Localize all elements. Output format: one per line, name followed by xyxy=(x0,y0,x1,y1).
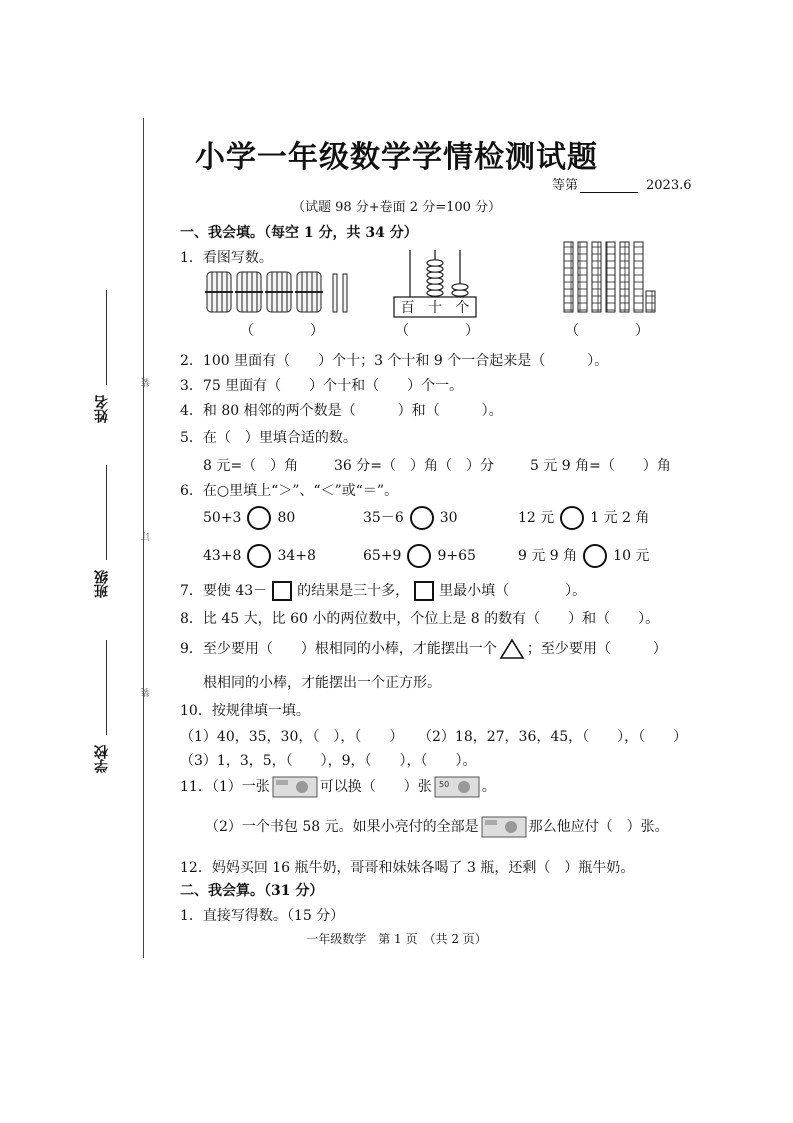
compare-left: 9 元 9 角 xyxy=(518,548,578,564)
ten-rod-icon xyxy=(606,242,615,312)
question-7 xyxy=(180,580,586,601)
q5-item: 36 分=（ ）角（ ）分 xyxy=(334,458,494,474)
abacus-label-tens: 十 xyxy=(427,300,442,316)
q11-text: 。 xyxy=(481,779,496,795)
q9-text: ；至少要用（ ） xyxy=(526,641,667,657)
compare-item xyxy=(363,544,476,568)
question-3: 3．75 里面有（ ）个十和（ ）个一。 xyxy=(180,378,464,394)
q5-item: 5 元 9 角=（ ）角 xyxy=(530,458,671,474)
unit-cubes-icon xyxy=(646,291,655,312)
single-stick-icon xyxy=(333,274,337,312)
ten-rod-icon xyxy=(578,242,587,312)
abacus-place-labels xyxy=(394,297,476,317)
compare-circle[interactable] xyxy=(410,506,434,530)
grade-blank[interactable] xyxy=(580,179,638,193)
answer-box[interactable] xyxy=(272,581,292,601)
compare-right: 34+8 xyxy=(277,548,316,564)
banknote-50-icon xyxy=(434,776,480,798)
stick-bundle-icon xyxy=(295,272,323,312)
question-1: 1．看图写数。 xyxy=(180,250,273,266)
stick-bundle-icon xyxy=(205,272,233,312)
answer-bracket[interactable]: （ ） xyxy=(395,323,479,339)
class-label: 班级 xyxy=(94,570,110,598)
question-11-part-2 xyxy=(205,816,669,838)
question-5: 5．在（ ）里填合适的数。 xyxy=(180,430,357,446)
q11-text: （2）一个书包 58 元。如果小亮付的全部是 xyxy=(205,819,479,835)
question-11-part-1 xyxy=(180,776,496,798)
compare-right: 10 元 xyxy=(613,548,650,564)
compare-left: 43+8 xyxy=(203,548,242,564)
page-footer: 一年级数学 第 1 页 （共 2 页） xyxy=(306,932,487,946)
abacus-label-ones: 个 xyxy=(455,300,470,316)
abacus-bead-icon xyxy=(427,260,443,266)
q7-text: 里最小填（ ）。 xyxy=(439,583,587,599)
q10-sequence-1: （1）40，35，30，（ ），（ ） xyxy=(180,729,404,745)
q11-text: 那么他应付（ ）张。 xyxy=(528,819,669,835)
binding-mark: 装 xyxy=(142,378,152,387)
section-1-title: 一、我会填。（每空 1 分，共 34 分） xyxy=(180,225,418,241)
exam-date: 2023.6 xyxy=(646,178,692,193)
question-9-continued: 根相同的小棒，才能摆出一个正方形。 xyxy=(203,675,441,691)
answer-bracket[interactable]: （ ） xyxy=(565,323,649,339)
q5-item: 8 元=（ ）角 xyxy=(203,458,299,474)
ten-rod-icon xyxy=(620,242,629,312)
banknote-10-icon xyxy=(481,816,527,838)
ten-rod-icon xyxy=(564,242,573,312)
compare-right: 9+65 xyxy=(437,548,476,564)
compare-circle[interactable] xyxy=(247,544,271,568)
q9-text: 9．至少要用（ ）根相同的小棒，才能摆出一个 xyxy=(180,641,497,657)
compare-right: 30 xyxy=(439,510,458,526)
school-label: 学校 xyxy=(94,745,110,773)
q11-text: 11．（1）一张 xyxy=(180,779,270,795)
abacus-bead-icon xyxy=(452,284,468,290)
q7-text: 7．要使 43－ xyxy=(180,583,268,599)
question-12: 12．妈妈买回 16 瓶牛奶，哥哥和妹妹各喝了 3 瓶，还剩（ ）瓶牛奶。 xyxy=(180,860,635,876)
school-blank[interactable] xyxy=(106,640,107,735)
compare-left: 50+3 xyxy=(203,510,242,526)
question-8: 8．比 45 大，比 60 小的两位数中，个位上是 8 的数有（ ）和（ ）。 xyxy=(180,611,660,627)
answer-box[interactable] xyxy=(414,581,434,601)
banknote-value: 50 xyxy=(438,780,449,789)
ten-rod-icon xyxy=(634,242,643,312)
compare-item xyxy=(518,544,649,568)
question-2: 2．100 里面有（ ）个十；3 个十和 9 个一合起来是（ ）。 xyxy=(180,353,609,369)
binding-mark: 装 xyxy=(142,688,152,697)
q11-text: 可以换（ ）张 xyxy=(319,779,432,795)
question-10: 10．按规律填一填。 xyxy=(180,703,310,719)
q10-sequence-2: （2）18，27，36，45，（ ），（ ） xyxy=(418,729,688,745)
compare-circle[interactable] xyxy=(560,506,584,530)
binding-mark: 订 xyxy=(142,532,152,541)
ten-rod-icon xyxy=(592,242,601,312)
question-6: 6．在○里填上“＞”、“＜”或“＝”。 xyxy=(180,483,399,499)
stick-bundles-figure xyxy=(205,270,365,315)
grade-field xyxy=(552,174,692,193)
section-2-question-1: 1．直接写得数。（15 分） xyxy=(180,908,345,924)
single-stick-icon xyxy=(343,274,347,312)
compare-item xyxy=(363,506,458,530)
abacus-label-hundreds: 百 xyxy=(400,300,415,316)
compare-right: 1 元 2 角 xyxy=(590,510,650,526)
stick-bundle-icon xyxy=(265,272,293,312)
compare-item xyxy=(203,506,295,530)
compare-item xyxy=(203,544,316,568)
stick-bundle-icon xyxy=(235,272,263,312)
q7-text: 的结果是三十多， xyxy=(297,583,410,599)
compare-left: 12 元 xyxy=(518,510,555,526)
banknote-100-icon xyxy=(272,776,318,798)
q10-sequence-3: （3）1，3，5，（ ），9，（ ），（ ）。 xyxy=(180,753,477,769)
section-2-title: 二、我会算。（31 分） xyxy=(180,883,324,899)
compare-left: 35－6 xyxy=(363,510,404,526)
score-note: （试题 98 分+卷面 2 分=100 分） xyxy=(291,200,502,215)
grade-label: 等第 xyxy=(552,178,579,193)
class-blank[interactable] xyxy=(106,465,107,560)
page-title: 小学一年级数学学情检测试题 xyxy=(195,140,598,175)
name-label: 姓名 xyxy=(94,395,110,423)
place-value-blocks-figure xyxy=(562,240,662,318)
compare-right: 80 xyxy=(277,510,296,526)
question-4: 4．和 80 相邻的两个数是（ ）和（ ）。 xyxy=(180,403,503,419)
answer-bracket[interactable]: （ ） xyxy=(240,323,324,339)
question-9 xyxy=(180,638,667,660)
compare-circle[interactable] xyxy=(247,506,271,530)
name-blank[interactable] xyxy=(106,290,107,385)
compare-circle[interactable] xyxy=(583,544,607,568)
triangle-icon xyxy=(499,638,525,660)
compare-circle[interactable] xyxy=(407,544,431,568)
compare-item xyxy=(518,506,649,530)
compare-left: 65+9 xyxy=(363,548,402,564)
